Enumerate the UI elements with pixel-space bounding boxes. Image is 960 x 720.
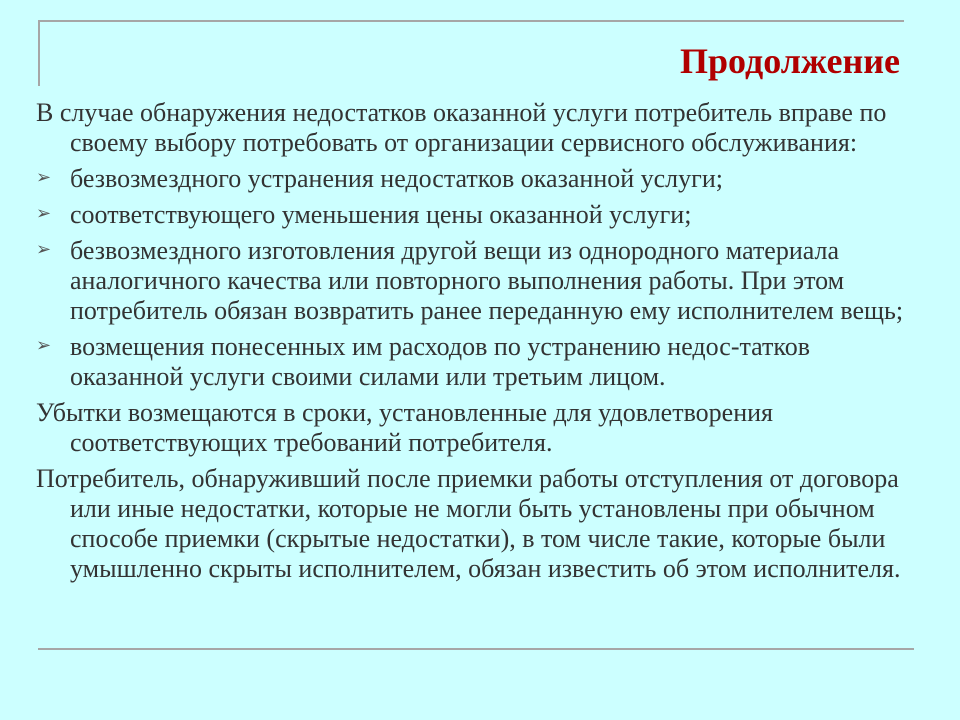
consumer-paragraph: Потребитель, обнаруживший после приемки работы отступления от договора или иные недостатки, которые не могли быть установлены при обычном способе приемки (скрытые недостатки), в том числе такие, которые были умышленно скрыты исполнителем, обязан известить об этом исполнителя. <box>36 464 901 583</box>
bullet-item <box>36 236 916 326</box>
frame-top-line <box>38 20 904 22</box>
frame-left-line <box>38 20 40 86</box>
slide-title: Продолжение <box>680 41 900 81</box>
losses-paragraph: Убытки возмещаются в сроки, установленные для удовлетворения соответствующих требований потребителя. <box>36 398 774 457</box>
slide-body <box>36 98 916 590</box>
bullet-text: безвозмездного изготовления другой вещи из однородного материала аналогичного качества или повторного выполнения работы. При этом потребитель обязан возвратить ранее переданную ему исполнителем вещь; <box>70 236 904 325</box>
arrowhead-bullet-icon: ➢ <box>36 335 52 355</box>
bullet-item <box>36 164 916 194</box>
bullet-text: безвозмездного устранения недостатков оказанной услуги; <box>70 164 723 193</box>
arrowhead-bullet-icon: ➢ <box>36 203 52 223</box>
bullet-text: возмещения понесенных им расходов по устранению недос-татков оказанной услуги своими силами или третьим лицом. <box>70 332 810 391</box>
bullet-item <box>36 332 916 392</box>
bullet-item <box>36 200 916 230</box>
bullet-text: соответствующего уменьшения цены оказанной услуги; <box>70 200 692 229</box>
arrowhead-bullet-icon: ➢ <box>36 239 52 259</box>
intro-paragraph: В случае обнаружения недостатков оказанной услуги потребитель вправе по своему выбору потребовать от организации сервисного обслуживания: <box>36 98 887 157</box>
frame-bottom-line <box>38 648 914 650</box>
arrowhead-bullet-icon: ➢ <box>36 167 52 187</box>
